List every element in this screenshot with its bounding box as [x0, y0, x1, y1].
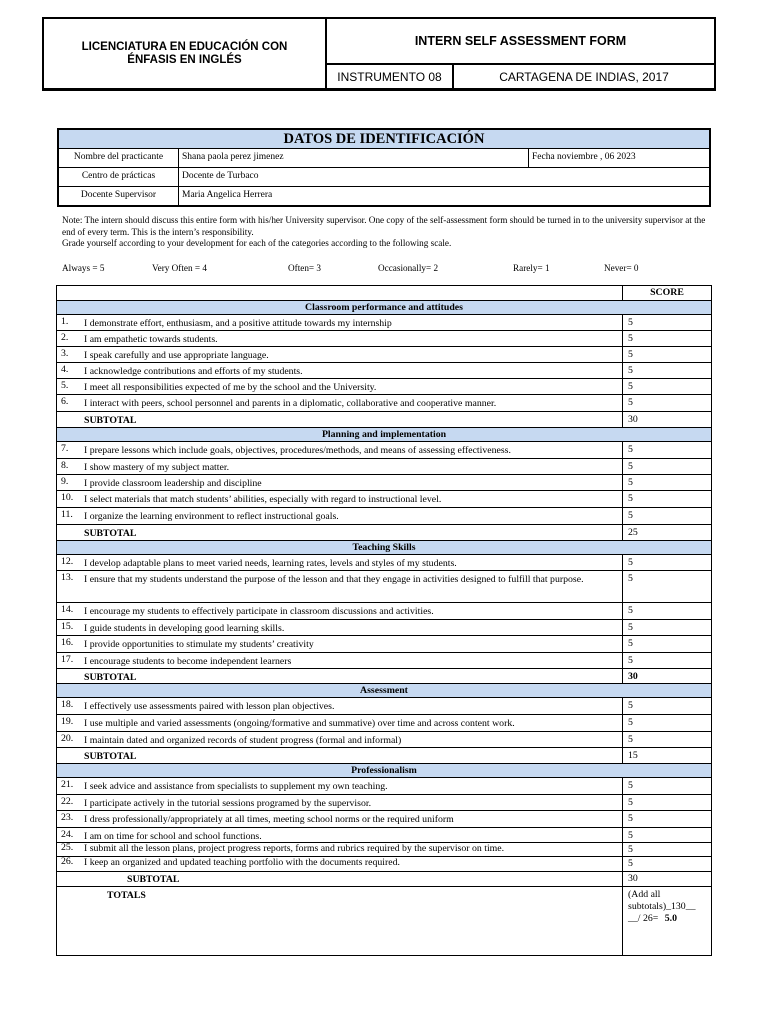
totals-line-3: __/ 26= [628, 913, 659, 924]
subtotal-row [57, 412, 711, 428]
table-row [57, 395, 711, 412]
identification-table [57, 128, 711, 207]
totals-result: 5.0 [664, 913, 677, 924]
section-header: Classroom performance and attitudes [57, 301, 711, 315]
item-text: I prepare lessons which include goals, objectives, procedures/methods, and means of assessing effectiveness. [84, 445, 511, 456]
item-text: I use multiple and varied assessments (ongoing/formative and summative) over time and across content work. [84, 718, 515, 729]
item-text: I dress professionally/appropriately at all times, meeting school norms or the required uniform [84, 814, 454, 825]
item-text: I provide classroom leadership and discipline [84, 478, 262, 489]
item-number: 6. [61, 396, 69, 407]
subtotal-row [57, 748, 711, 764]
item-text: I organize the learning environment to reflect instructional goals. [84, 511, 339, 522]
score-cell[interactable]: 5 [622, 811, 711, 827]
item-text: I maintain dated and organized records of student progress (formal and informal) [84, 735, 402, 746]
item-number: 16. [61, 637, 74, 648]
score-cell[interactable]: 5 [622, 475, 711, 490]
table-row [57, 379, 711, 395]
item-text: I am on time for school and school functions. [84, 831, 262, 842]
table-row [57, 620, 711, 636]
item-number: 21. [61, 779, 74, 790]
table-row [57, 715, 711, 732]
subtotal-label: SUBTOTAL [127, 874, 180, 885]
item-text: I demonstrate effort, enthusiasm, and a positive attitude towards my internship [84, 318, 392, 329]
table-row [57, 653, 711, 669]
scale-never: Never= 0 [604, 263, 639, 273]
subtotal-value[interactable]: 30 [622, 669, 711, 683]
score-cell[interactable]: 5 [622, 843, 711, 856]
totals-line-1: (Add all [628, 889, 661, 900]
item-number: 25. [61, 842, 74, 853]
totals-row [57, 887, 711, 955]
score-cell[interactable]: 5 [622, 442, 711, 458]
form-header [42, 17, 716, 91]
item-number: 15. [61, 621, 74, 632]
item-number: 24. [61, 829, 74, 840]
item-number: 8. [61, 460, 69, 471]
table-row [57, 363, 711, 379]
item-number: 12. [61, 556, 74, 567]
intern-name-value[interactable]: Shana paola perez jimenez [179, 149, 529, 167]
subtotal-value[interactable]: 25 [622, 525, 711, 540]
table-row [57, 491, 711, 508]
item-text: I interact with peers, school personnel and parents in a diplomatic, collaborative and cooperative manner. [84, 398, 497, 409]
table-row [57, 698, 711, 715]
practice-center-label: Centro de prácticas [59, 168, 179, 186]
scale-rarely: Rarely= 1 [513, 263, 550, 273]
score-cell[interactable]: 5 [622, 698, 711, 714]
score-cell[interactable]: 5 [622, 603, 711, 619]
subtotal-row [57, 669, 711, 684]
date-value[interactable]: Fecha noviembre , 06 2023 [532, 152, 636, 162]
section-header: Teaching Skills [57, 541, 711, 555]
item-number: 7. [61, 443, 69, 454]
table-row [57, 508, 711, 525]
subtotal-label: SUBTOTAL [84, 415, 137, 426]
supervisor-row [59, 187, 709, 205]
intern-name-row [59, 149, 709, 168]
table-row [57, 843, 711, 857]
item-number: 1. [61, 316, 69, 327]
subtotal-label: SUBTOTAL [84, 672, 137, 683]
score-cell[interactable]: 5 [622, 653, 711, 668]
item-number: 5. [61, 380, 69, 391]
item-text: I guide students in developing good learning skills. [84, 623, 285, 634]
score-column-header: SCORE [622, 286, 711, 300]
score-cell[interactable]: 5 [622, 363, 711, 378]
item-text: I seek advice and assistance from specialists to supplement my own teaching. [84, 781, 388, 792]
identification-title: DATOS DE IDENTIFICACIÓN [59, 130, 709, 149]
item-number: 10. [61, 492, 74, 503]
score-cell[interactable]: 5 [622, 508, 711, 524]
item-number: 14. [61, 604, 74, 615]
totals-label: TOTALS [107, 890, 146, 901]
item-number: 23. [61, 812, 74, 823]
table-row [57, 828, 711, 843]
subtotal-row [57, 525, 711, 541]
table-row [57, 555, 711, 571]
subtotal-value[interactable]: 30 [622, 412, 711, 427]
table-row [57, 347, 711, 363]
score-cell[interactable]: 5 [622, 795, 711, 810]
score-cell[interactable]: 5 [622, 459, 711, 474]
table-row [57, 459, 711, 475]
table-row [57, 636, 711, 653]
section-header: Professionalism [57, 764, 711, 778]
score-cell[interactable]: 5 [622, 636, 711, 652]
table-row [57, 857, 711, 872]
score-cell[interactable]: 5 [622, 828, 711, 842]
item-number: 19. [61, 716, 74, 727]
score-cell[interactable]: 5 [622, 491, 711, 507]
supervisor-value[interactable]: Maria Angelica Herrera [182, 190, 273, 200]
item-text: I effectively use assessments paired with lesson plan objectives. [84, 701, 335, 712]
practice-center-row [59, 168, 709, 187]
scale-often: Often= 3 [288, 263, 321, 273]
item-text: I provide opportunities to stimulate my students’ creativity [84, 639, 314, 650]
subtotal-label: SUBTOTAL [84, 751, 137, 762]
subtotal-value[interactable]: 30 [622, 872, 711, 886]
item-number: 4. [61, 364, 69, 375]
item-text: I participate actively in the tutorial sessions programed by the supervisor. [84, 798, 372, 809]
table-row [57, 795, 711, 811]
score-cell[interactable]: 5 [622, 347, 711, 362]
item-number: 3. [61, 348, 69, 359]
program-name: LICENCIATURA EN EDUCACIÓN CON ÉNFASIS EN INGLÉS [44, 19, 327, 88]
score-cell[interactable]: 5 [622, 555, 711, 570]
item-number: 17. [61, 654, 74, 665]
score-header-row [57, 286, 711, 301]
item-text: I acknowledge contributions and efforts of my students. [84, 366, 303, 377]
grading-instruction: Grade yourself according to your development for each of the categories according to the following scale. [62, 238, 452, 248]
note-paragraph: Note: The intern should discuss this entire form with his/her University supervisor. One copy of the self-assessment form should be turned in to the university supervisor at the end of every term. This is the intern’s responsibility. [62, 215, 706, 237]
totals-value[interactable] [622, 887, 711, 955]
item-text: I keep an organized and updated teaching portfolio with the documents required. [84, 857, 400, 868]
item-text: I select materials that match students’ abilities, especially with regard to instructional level. [84, 494, 442, 505]
score-cell[interactable]: 5 [622, 778, 711, 794]
supervisor-label: Docente Supervisor [59, 187, 179, 205]
table-row [57, 732, 711, 748]
score-cell[interactable]: 5 [622, 315, 711, 330]
item-text: I meet all responsibilities expected of me by the school and the University. [84, 382, 377, 393]
scale-occasionally: Occasionally= 2 [378, 263, 439, 273]
item-number: 2. [61, 332, 69, 343]
item-number: 11. [61, 509, 73, 520]
score-cell[interactable]: 5 [622, 571, 711, 602]
section-header: Planning and implementation [57, 428, 711, 442]
table-row [57, 778, 711, 795]
table-row [57, 475, 711, 491]
intern-name-label: Nombre del practicante [59, 149, 179, 167]
score-cell[interactable]: 5 [622, 732, 711, 747]
score-cell[interactable]: 5 [622, 715, 711, 731]
item-number: 20. [61, 733, 74, 744]
table-row [57, 315, 711, 331]
table-row [57, 571, 711, 603]
city-year-label: CARTAGENA DE INDIAS, 2017 [499, 69, 669, 84]
item-text: I speak carefully and use appropriate language. [84, 350, 269, 361]
scale-always: Always = 5 [62, 263, 105, 273]
table-row [57, 331, 711, 347]
item-number: 13. [61, 572, 74, 583]
totals-line-2: subtotals)_130__ [628, 901, 696, 912]
form-title: INTERN SELF ASSESSMENT FORM [327, 19, 714, 65]
table-row [57, 811, 711, 828]
score-cell[interactable]: 5 [622, 857, 711, 871]
score-cell[interactable]: 5 [622, 331, 711, 346]
subtotal-row [57, 872, 711, 887]
item-text: I encourage my students to effectively participate in classroom discussions and activities. [84, 606, 434, 617]
practice-center-value[interactable]: Docente de Turbaco [182, 171, 259, 181]
item-text: I show mastery of my subject matter. [84, 462, 230, 473]
item-text: I encourage students to become independent learners [84, 656, 292, 667]
assessment-table [56, 285, 712, 956]
instrument-label: INSTRUMENTO 08 [327, 65, 454, 88]
subtotal-label: SUBTOTAL [84, 528, 137, 539]
table-row [57, 442, 711, 459]
item-number: 9. [61, 476, 69, 487]
subtotal-value[interactable]: 15 [622, 748, 711, 763]
score-cell[interactable]: 5 [622, 379, 711, 394]
score-cell[interactable]: 5 [622, 620, 711, 635]
section-header: Assessment [57, 684, 711, 698]
item-number: 18. [61, 699, 74, 710]
table-row [57, 603, 711, 620]
score-cell[interactable]: 5 [622, 395, 711, 411]
item-text: I am empathetic towards students. [84, 334, 218, 345]
scale-very-often: Very Often = 4 [152, 263, 207, 273]
item-text: I ensure that my students understand the purpose of the lesson and that they engage in activities designed to fulfill that purpose. [84, 574, 584, 585]
item-number: 26. [61, 856, 74, 867]
item-text: I develop adaptable plans to meet varied needs, learning rates, levels and styles of my students. [84, 558, 457, 569]
item-text: I submit all the lesson plans, project progress reports, forms and rubrics required by the supervisor on time. [84, 843, 505, 854]
item-number: 22. [61, 796, 74, 807]
